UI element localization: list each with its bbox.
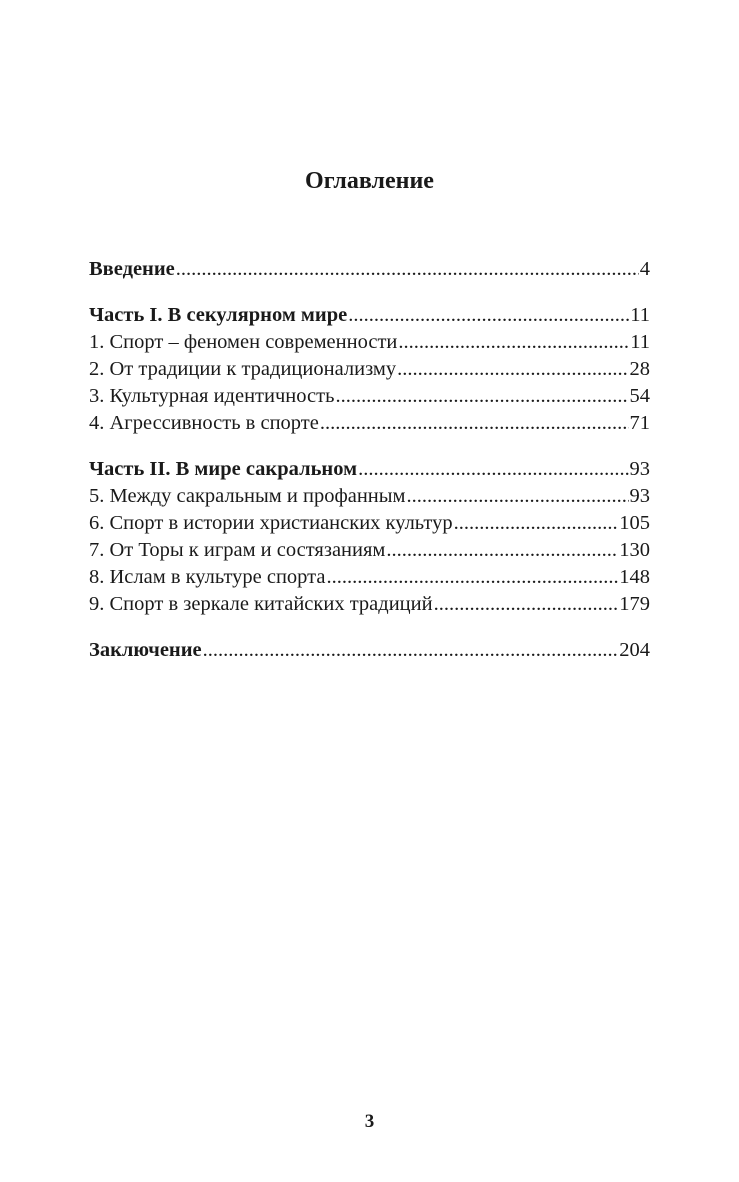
toc-entry-label: 1. Спорт – феномен современности bbox=[89, 331, 398, 353]
toc-entry-label: Часть II. В мире сакральном bbox=[89, 458, 358, 480]
toc-entry-chapter-4[interactable] bbox=[89, 410, 650, 437]
toc-entry-page: 71 bbox=[629, 412, 650, 434]
toc-entry-page: 11 bbox=[630, 304, 650, 326]
toc-entry-conclusion[interactable] bbox=[89, 637, 650, 664]
toc-entry-part-2[interactable] bbox=[89, 456, 650, 483]
section-gap bbox=[89, 437, 650, 456]
toc-entry-label: 4. Агрессивность в спорте bbox=[89, 412, 319, 434]
toc-entry-chapter-7[interactable] bbox=[89, 537, 650, 564]
toc-entry-label: 7. От Торы к играм и состязаниям bbox=[89, 539, 386, 561]
toc-entry-label: 9. Спорт в зеркале китайских традиций bbox=[89, 593, 433, 615]
toc-entry-label: Заключение bbox=[89, 639, 202, 661]
toc-entry-label: 3. Культурная идентичность bbox=[89, 385, 335, 407]
toc-entry-page: 105 bbox=[619, 512, 650, 534]
dot-leader bbox=[320, 410, 629, 437]
dot-leader bbox=[397, 356, 628, 383]
dot-leader bbox=[407, 483, 629, 510]
toc-entry-page: 148 bbox=[619, 566, 650, 588]
toc-entry-page: 93 bbox=[629, 485, 650, 507]
toc-entry-label: Введение bbox=[89, 258, 175, 280]
dot-leader bbox=[203, 637, 619, 664]
toc-entry-chapter-2[interactable] bbox=[89, 356, 650, 383]
toc-entry-chapter-9[interactable] bbox=[89, 591, 650, 618]
dot-leader bbox=[434, 591, 619, 618]
toc-entry-introduction[interactable] bbox=[89, 256, 650, 283]
toc-entry-page: 11 bbox=[630, 331, 650, 353]
toc-entry-chapter-6[interactable] bbox=[89, 510, 650, 537]
toc-entry-page: 93 bbox=[629, 458, 650, 480]
toc-entry-part-1[interactable] bbox=[89, 302, 650, 329]
toc-entry-label: 2. От традиции к традиционализму bbox=[89, 358, 397, 380]
toc-entry-page: 54 bbox=[629, 385, 650, 407]
toc-entry-chapter-5[interactable] bbox=[89, 483, 650, 510]
toc-entry-page: 28 bbox=[629, 358, 650, 380]
toc-entry-label: 8. Ислам в культуре спорта bbox=[89, 566, 326, 588]
toc-entry-label: Часть I. В секулярном мире bbox=[89, 304, 348, 326]
page-title: Оглавление bbox=[305, 168, 434, 194]
toc-entry-label: 6. Спорт в истории христианских культур bbox=[89, 512, 453, 534]
dot-leader bbox=[386, 537, 618, 564]
dot-leader bbox=[176, 256, 639, 283]
dot-leader bbox=[335, 383, 628, 410]
toc-entry-page: 4 bbox=[639, 258, 650, 280]
section-gap bbox=[89, 283, 650, 302]
dot-leader bbox=[326, 564, 618, 591]
table-of-contents bbox=[89, 256, 650, 664]
toc-entry-chapter-1[interactable] bbox=[89, 329, 650, 356]
dot-leader bbox=[454, 510, 619, 537]
page-number: 3 bbox=[364, 1111, 375, 1132]
toc-entry-chapter-3[interactable] bbox=[89, 383, 650, 410]
toc-entry-chapter-8[interactable] bbox=[89, 564, 650, 591]
toc-entry-page: 179 bbox=[619, 593, 650, 615]
toc-entry-page: 130 bbox=[619, 539, 650, 561]
dot-leader bbox=[348, 302, 629, 329]
dot-leader bbox=[358, 456, 628, 483]
section-gap bbox=[89, 618, 650, 637]
toc-entry-page: 204 bbox=[619, 639, 650, 661]
toc-entry-label: 5. Между сакральным и профанным bbox=[89, 485, 406, 507]
dot-leader bbox=[398, 329, 629, 356]
